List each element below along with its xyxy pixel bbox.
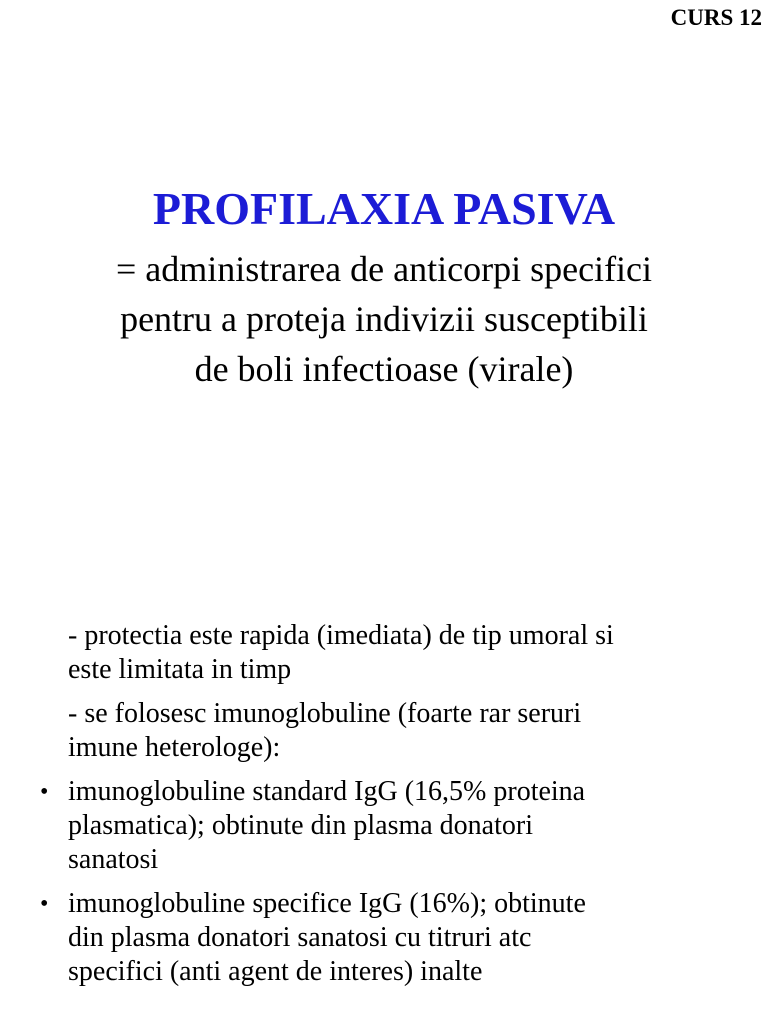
- point-line: specifici (anti agent de interes) inalte: [68, 956, 483, 987]
- point-line: sanatosi: [68, 844, 159, 875]
- points-list: [40, 619, 760, 999]
- point-line: - se folosesc imunoglobuline (foarte rar seruri: [68, 698, 582, 729]
- definition-block: [0, 244, 768, 394]
- list-item: [40, 887, 760, 989]
- list-item: [40, 775, 760, 877]
- point-line: imunoglobuline specifice IgG (16%); obtinute: [68, 888, 586, 919]
- definition-line: pentru a proteja indivizii susceptibili: [120, 299, 648, 339]
- bullet-icon: •: [40, 891, 49, 917]
- definition-line: = administrarea de anticorpi specifici: [115, 249, 653, 289]
- course-label: CURS 12: [670, 5, 762, 30]
- bullet-icon: •: [40, 779, 49, 805]
- list-item: [40, 697, 760, 765]
- point-line: imune heterologe):: [68, 732, 281, 763]
- point-line: este limitata in timp: [68, 654, 292, 685]
- page-title: PROFILAXIA PASIVA: [152, 183, 616, 234]
- list-item: [40, 619, 760, 687]
- point-line: - protectia este rapida (imediata) de tip umoral si: [68, 620, 614, 651]
- definition-line: de boli infectioase (virale): [194, 349, 574, 389]
- point-line: din plasma donatori sanatosi cu titruri atc: [68, 922, 532, 953]
- point-line: plasmatica); obtinute din plasma donatori: [68, 810, 533, 841]
- point-line: imunoglobuline standard IgG (16,5% proteina: [68, 776, 586, 807]
